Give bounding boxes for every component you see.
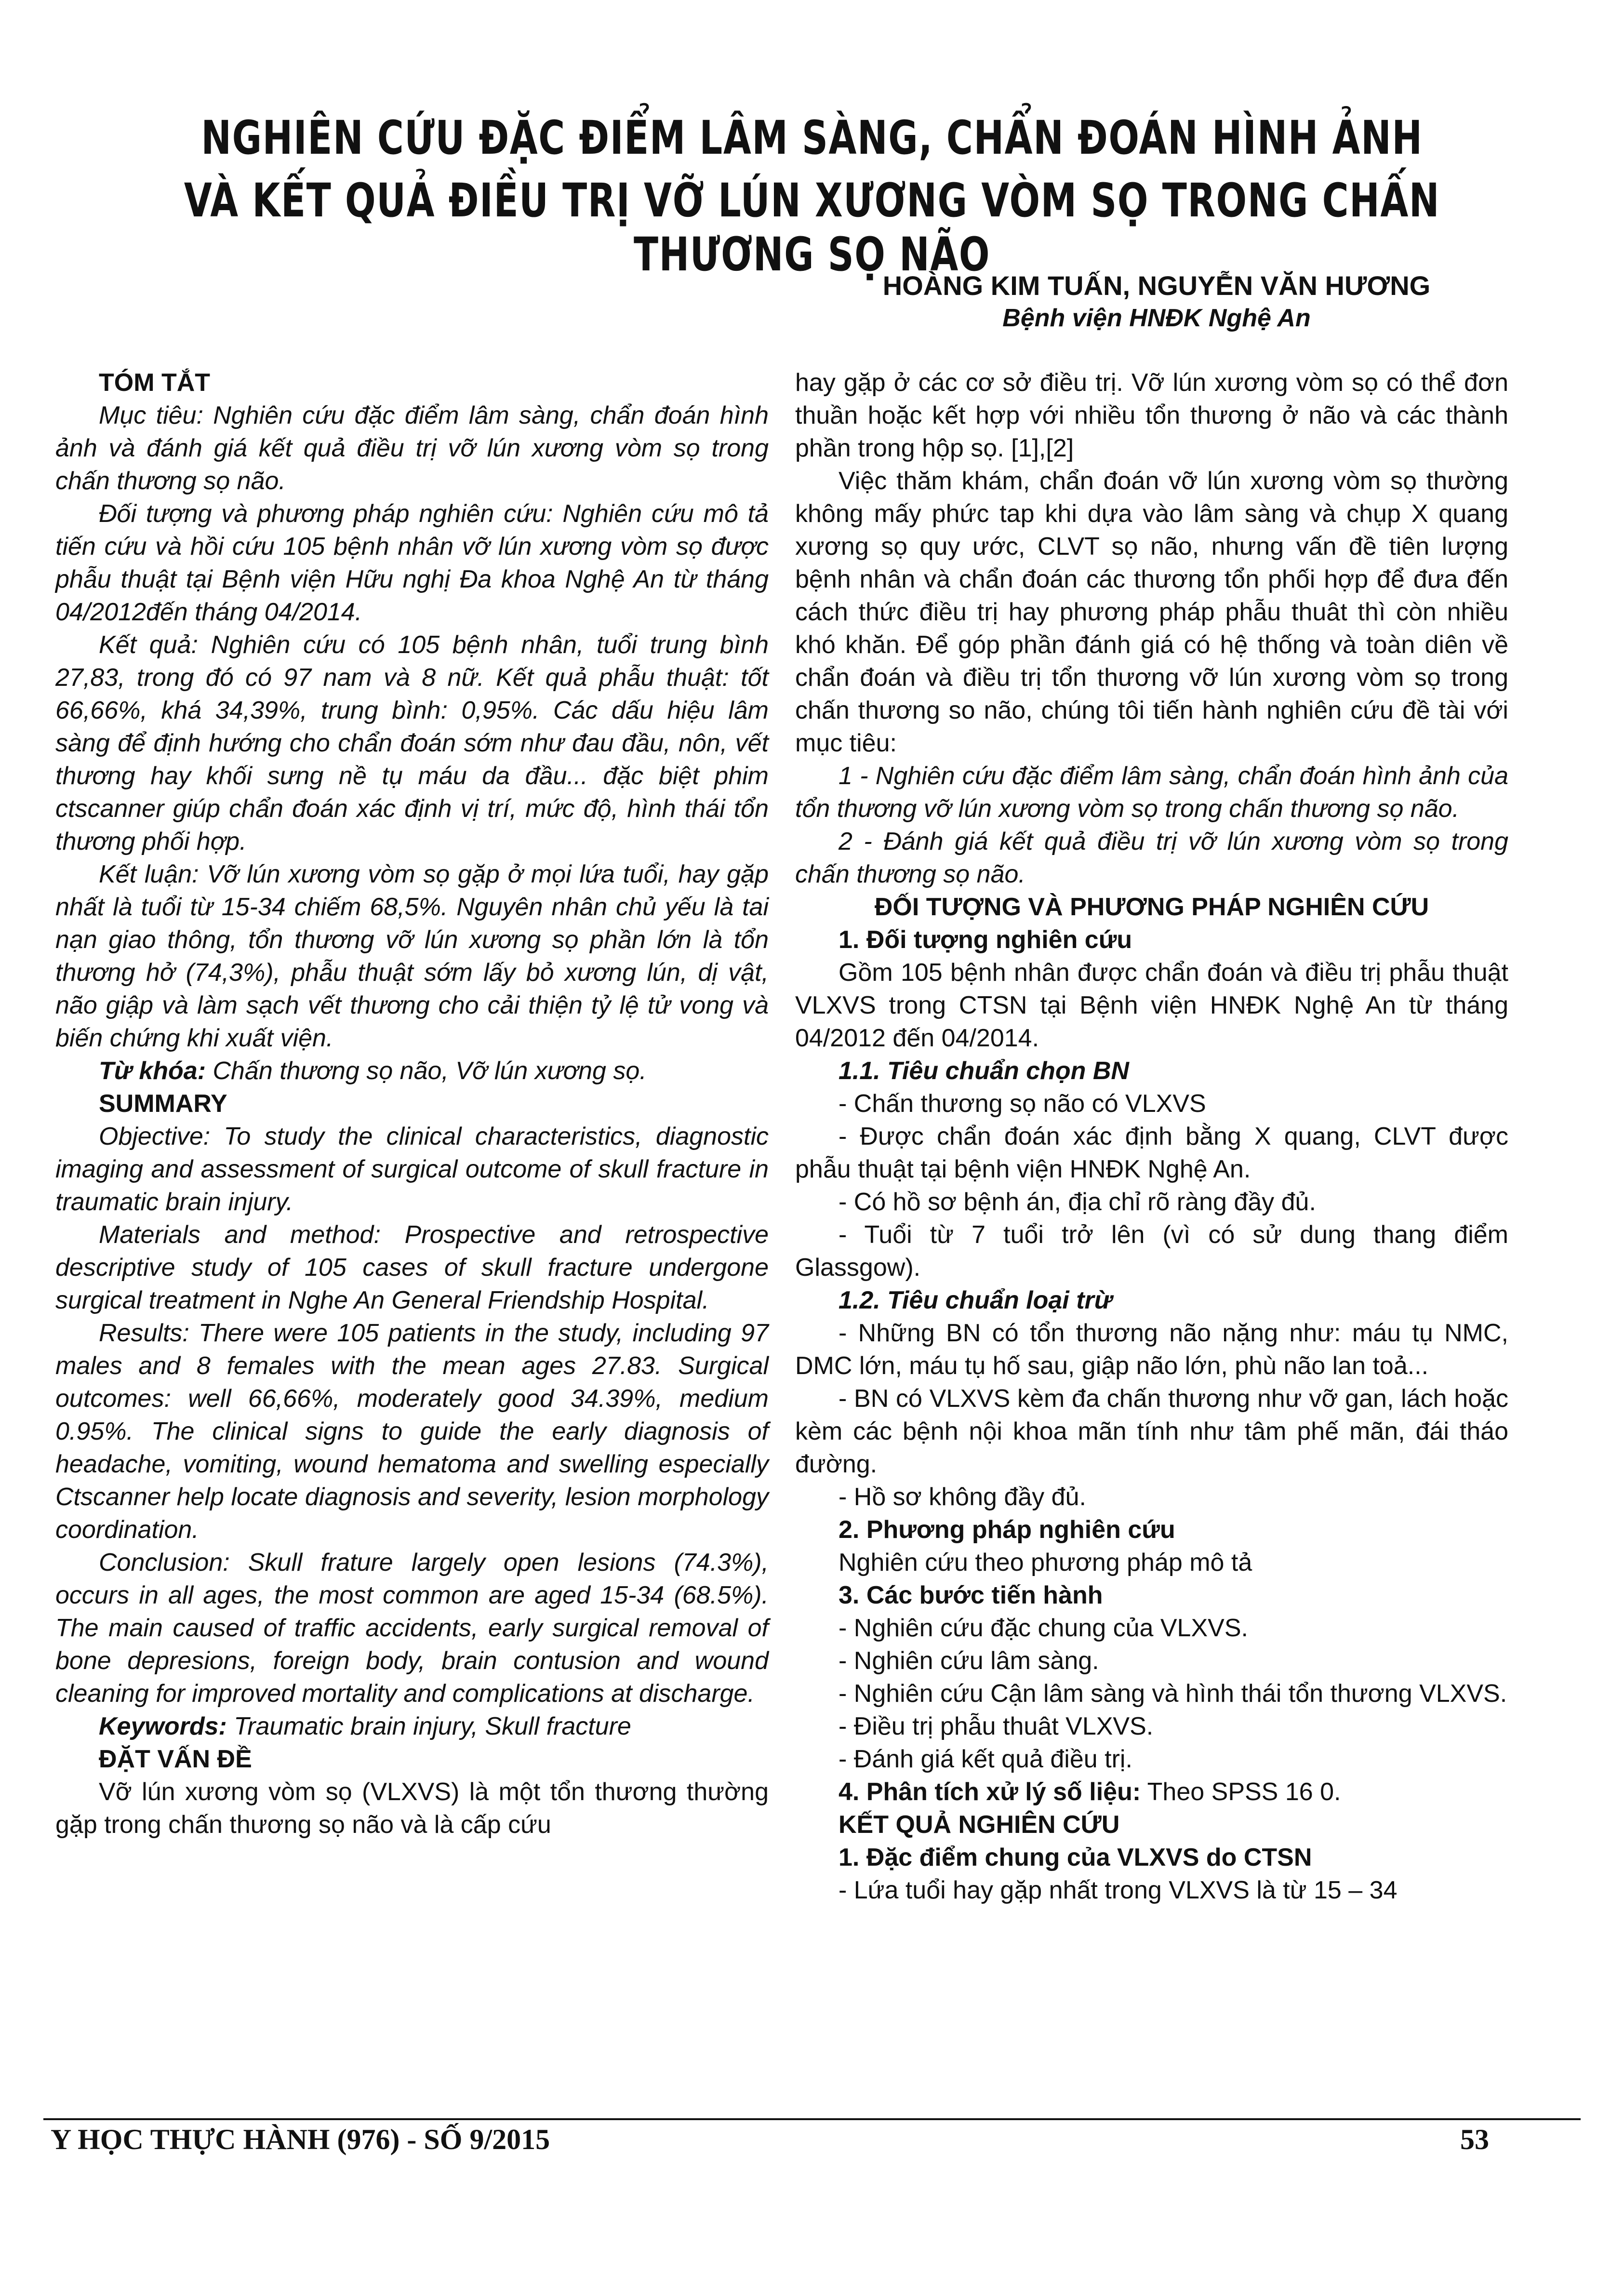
abstract-methods: Đối tượng và phương pháp nghiên cứu: Nghiên cứu mô tả tiến cứu và hồi cứu 105 bệnh nhân vỡ lún xương vòm sọ được phẫu thuật tại Bệnh viện Hữu nghị Đa khoa Nghệ An từ tháng 04/2012đến tháng 04/2014.: [55, 500, 769, 626]
inclusion-item: - Tuổi từ 7 tuổi trở lên (vì có sử dung thang điểm Glassgow).: [795, 1221, 1508, 1282]
introduction-paragraph: Vỡ lún xương vòm sọ (VLXVS) là một tổn thương thường gặp trong chấn thương sọ não và là cấp cứu: [55, 1778, 769, 1839]
section-4: [795, 1776, 1508, 1808]
step-item: - Nghiên cứu đặc chung của VLXVS.: [839, 1614, 1248, 1642]
results-section-1-heading: 1. Đặc điểm chung của VLXVS do CTSN: [839, 1844, 1312, 1871]
summary-keywords-text: Traumatic brain injury, Skull fracture: [226, 1712, 631, 1740]
paper-title-line-2: VÀ KẾT QUẢ ĐIỀU TRỊ VỠ LÚN XƯƠNG VÒM SỌ TRONG CHẤN THƯƠNG SỌ NÃO: [184, 174, 1440, 281]
exclusion-item: - Hồ sơ không đầy đủ.: [839, 1483, 1086, 1511]
paper-title-line-1: NGHIÊN CỨU ĐẶC ĐIỂM LÂM SÀNG, CHẨN ĐOÁN HÌNH ẢNH: [201, 111, 1423, 165]
abstract-keywords: [55, 1055, 769, 1087]
exclusion-item: - BN có VLXVS kèm đa chấn thương như vỡ gan, lách hoặc kèm các bệnh nội khoa mãn tính như tâm phế mãn, đái tháo đường.: [795, 1385, 1508, 1478]
summary-keywords-label: Keywords:: [99, 1712, 227, 1740]
summary-results: Results: There were 105 patients in the study, including 97 males and 8 females with the mean ages 27.83. Surgical outcomes: well 66,66%, moderately good 34.39%, medium 0.95%. The clinical signs to guide the early diagnosis of headache, vomiting, wound hematoma and swelling especially Ctscanner help locate diagnosis and severity, lesion morphology coordination.: [55, 1319, 769, 1544]
summary-materials: Materials and method: Prospective and retrospective descriptive study of 105 cases of skull fracture undergone surgical treatment in Nghe An General Friendship Hospital.: [55, 1221, 769, 1314]
abstract-objective: Mục tiêu: Nghiên cứu đặc điểm lâm sàng, chẩn đoán hình ảnh và đánh giá kết quả điều trị vỡ lún xương vòm sọ trong chấn thương sọ não.: [55, 401, 769, 495]
section-2-heading: 2. Phương pháp nghiên cứu: [839, 1516, 1175, 1544]
introduction-paragraph-2: Việc thăm khám, chẩn đoán vỡ lún xương vòm sọ thường không mấy phức tap khi dựa vào lâm sàng và chụp X quang xương sọ quy ước, CLVT sọ não, nhưng vấn đề tiên lượng bệnh nhân và chẩn đoán các thương tổn phối hợp để đưa đến cách thức điều trị hay phương pháp phẫu thuât thì còn nhiều khó khăn. Để góp phần đánh giá có hệ thống và toàn diên về chẩn đoán và điều trị tổn thương vỡ lún xương vòm sọ trong chấn thương so não, chúng tôi tiến hành nghiên cứu đề tài với mục tiêu:: [795, 467, 1508, 757]
right-column: [795, 366, 1508, 1907]
affiliation: Bệnh viện HNĐK Nghệ An: [1002, 304, 1311, 332]
results-heading: KẾT QUẢ NGHIÊN CỨU: [839, 1811, 1120, 1839]
summary-heading: SUMMARY: [99, 1090, 227, 1118]
summary-conclusion: Conclusion: Skull frature largely open lesions (74.3%), occurs in all ages, the most common are aged 15-34 (68.5%). The main caused of traffic accidents, early surgical removal of bone depresions, foreign body, brain contusion and wound cleaning for improved mortality and complications at discharge.: [55, 1549, 769, 1708]
authors: HOÀNG KIM TUẤN, NGUYỄN VĂN HƯƠNG: [882, 270, 1431, 301]
aim-2: 2 - Đánh giá kết quả điều trị vỡ lún xương vòm sọ trong chấn thương sọ não.: [795, 828, 1508, 888]
inclusion-item: - Được chẩn đoán xác định bằng X quang, CLVT được phẫu thuật tại bệnh viện HNĐK Nghệ An.: [795, 1122, 1508, 1183]
section-4-label: 4. Phân tích xử lý số liệu:: [839, 1778, 1141, 1806]
abstract-heading: TÓM TẮT: [99, 369, 211, 397]
abstract-conclusion: Kết luận: Vỡ lún xương vòm sọ gặp ở mọi lứa tuổi, hay gặp nhất là tuổi từ 15-34 chiếm 68,5%. Nguyên nhân chủ yếu là tai nạn giao thông, tổn thương vỡ lún xương sọ phần lớn là tổn thương hở (74,3%), phẫu thuật sớm lấy bỏ xương lún, dị vật, não giập và làm sạch vết thương cho cải thiện tỷ lệ tử vong và biến chứng khi xuất viện.: [55, 860, 769, 1052]
introduction-heading: ĐẶT VẤN ĐỀ: [99, 1745, 252, 1773]
section-2-text: Nghiên cứu theo phương pháp mô tả: [839, 1549, 1252, 1576]
left-column: [55, 366, 769, 1841]
abstract-results: Kết quả: Nghiên cứu có 105 bệnh nhân, tuổi trung bình 27,83, trong đó có 97 nam và 8 nữ. Kết quả phẫu thuật: tốt 66,66%, khá 34,39%, trung bình: 0,95%. Các dấu hiệu lâm sàng để định hướng cho chẩn đoán sớm như đau đầu, nôn, vết thương hay khối sưng nề tụ máu da đầu... đặc biệt phim ctscanner giúp chẩn đoán xác định vị trí, mức độ, hình thái tổn thương phối hợp.: [55, 631, 769, 855]
inclusion-item: - Chấn thương sọ não có VLXVS: [839, 1090, 1206, 1118]
step-item: - Nghiên cứu lâm sàng.: [839, 1647, 1099, 1675]
section-1-2-heading: 1.2. Tiêu chuẩn loại trừ: [839, 1286, 1112, 1314]
exclusion-item: - Những BN có tổn thương não nặng như: máu tụ NMC, DMC lớn, máu tụ hố sau, giập não lớn, phù não lan toả...: [795, 1319, 1508, 1380]
section-1-1-heading: 1.1. Tiêu chuẩn chọn BN: [839, 1057, 1129, 1085]
section-1-heading: 1. Đối tượng nghiên cứu: [839, 926, 1132, 954]
step-item: - Nghiên cứu Cận lâm sàng và hình thái tổn thương VLXVS.: [839, 1680, 1507, 1708]
keywords-text: Chấn thương sọ não, Vỡ lún xương sọ.: [206, 1057, 647, 1085]
journal-footer: Y HỌC THỰC HÀNH (976) - SỐ 9/2015: [51, 2124, 550, 2155]
summary-keywords: [55, 1710, 769, 1743]
section-4-text: Theo SPSS 16 0.: [1141, 1778, 1341, 1806]
results-item: - Lứa tuổi hay gặp nhất trong VLXVS là từ 15 – 34: [839, 1876, 1398, 1904]
introduction-continued: hay gặp ở các cơ sở điều trị. Vỡ lún xương vòm sọ có thể đơn thuần hoặc kết hợp với nhiều tổn thương ở não và các thành phần trong hộp sọ. [1],[2]: [795, 369, 1508, 462]
step-item: - Điều trị phẫu thuât VLXVS.: [839, 1712, 1154, 1740]
footer-rule: [43, 2118, 1581, 2120]
keywords-label: Từ khóa:: [99, 1057, 206, 1085]
section-1-text: Gồm 105 bệnh nhân được chẩn đoán và điều trị phẫu thuật VLXVS trong CTSN tại Bệnh viện HNĐK Nghệ An từ tháng 04/2012 đến 04/2014.: [795, 959, 1508, 1052]
summary-objective: Objective: To study the clinical characteristics, diagnostic imaging and assessment of surgical outcome of skull fracture in traumatic brain injury.: [55, 1122, 769, 1216]
page-number: 53: [1460, 2124, 1489, 2155]
methods-heading: ĐỐI TƯỢNG VÀ PHƯƠNG PHÁP NGHIÊN CỨU: [874, 893, 1429, 921]
step-item: - Đánh giá kết quả điều trị.: [839, 1745, 1132, 1773]
aim-1: 1 - Nghiên cứu đặc điểm lâm sàng, chẩn đoán hình ảnh của tổn thương vỡ lún xương vòm sọ trong chấn thương sọ não.: [795, 762, 1508, 823]
section-3-heading: 3. Các bước tiến hành: [839, 1581, 1103, 1609]
inclusion-item: - Có hồ sơ bệnh án, địa chỉ rõ ràng đầy đủ.: [839, 1188, 1316, 1216]
